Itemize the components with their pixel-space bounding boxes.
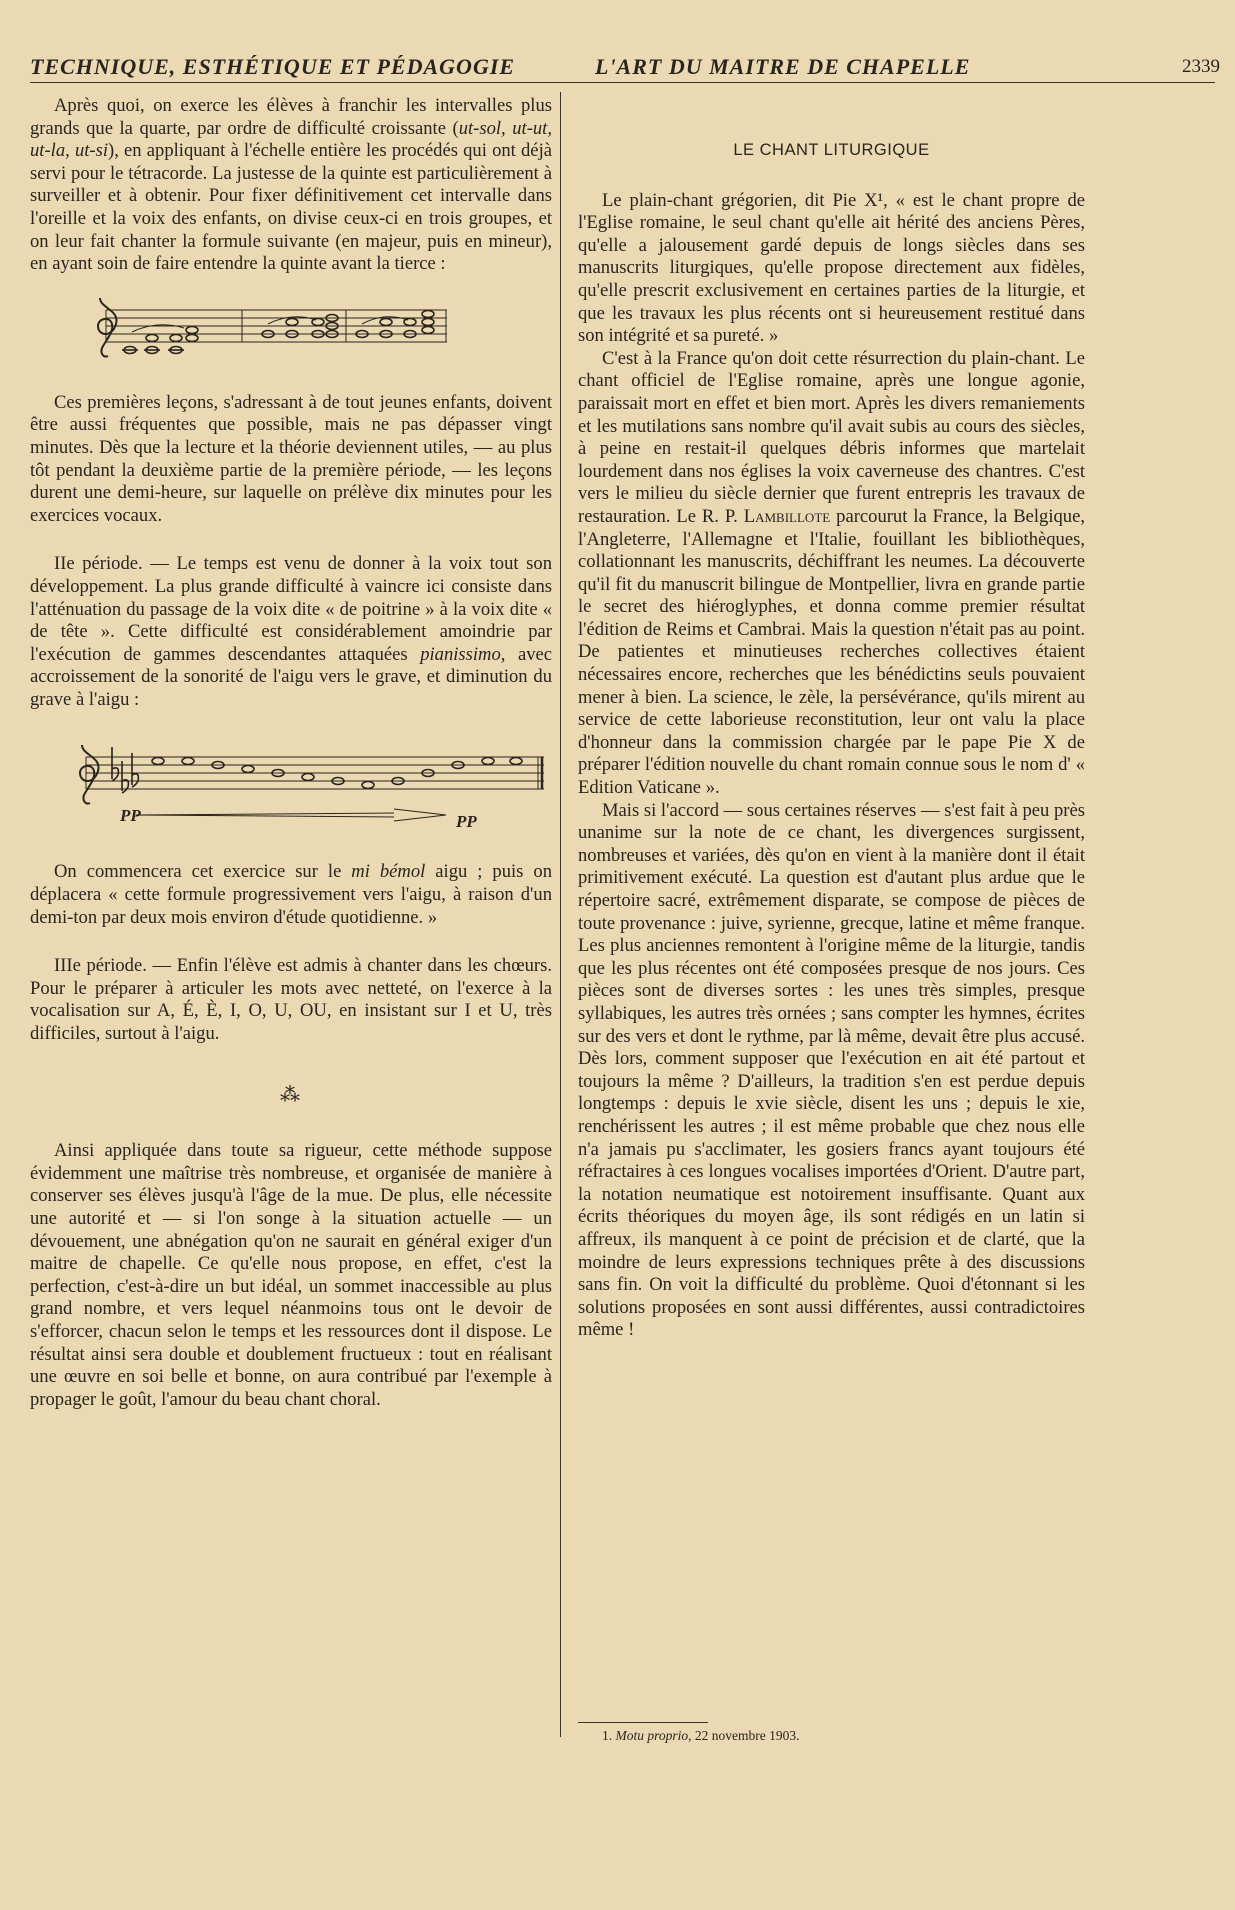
- right-column: [578, 95, 1085, 1342]
- section-title: LE CHANT LITURGIQUE: [733, 141, 930, 159]
- paragraph-first-lessons: Ces premières leçons, s'adressant à de tout jeunes enfants, doivent être aussi fréquentes que possible, mais ne pas dépasser vingt minutes. Dès que la lecture et la théorie deviennent utiles, — au plus tôt pendant la deuxième partie de la première période, — les leçons durent une demi-heure, sur laquelle on prélève dix minutes pour les exercices vocaux.: [30, 391, 552, 526]
- page-number: 2339: [1182, 56, 1220, 77]
- column-divider: [560, 92, 561, 1737]
- footnote-date: , 22 novembre 1903.: [688, 1728, 800, 1743]
- text: Après quoi, on exerce les élèves à franchir les intervalles plus grands que la quarte, par ordre de difficulté croissante (: [30, 95, 552, 139]
- note-mi-bemol: mi bémol: [351, 861, 426, 883]
- header-right-title: L'ART DU MAITRE DE CHAPELLE: [595, 54, 971, 79]
- text: ), en appliquant à l'échelle entière les procédés qui ont déjà servi pour le tétracorde. La justesse de la quinte est particulièrement à surveiller et à obtenir. Pour fixer définitivement cet intervalle dans l'oreille et la voix des enfants, on divise ceux-ci en trois groupes, et on leur fait chanter la formule suivante (en majeur, puis en mineur), en ayant soin de faire entendre la quinte avant la tierce :: [30, 140, 552, 275]
- header-rule: [30, 82, 1215, 83]
- footnote: [602, 1728, 800, 1744]
- music-staff-descending-scale: [76, 739, 546, 835]
- paragraph-gregorian-chant: Le plain-chant grégorien, dit Pie X¹, « est le chant propre de l'Eglise romaine, le seul chant qu'elle ait hérité des anciens Pères, qu'elle a jalousement gardé depuis de longs siècles dans ses manuscrits liturgiques, qu'elle propose directement aux fidèles, qu'elle prescrit exclusivement en certaines parties de la liturgie, et que les travaux les plus récents ont si heureusement restitué dans son intégrité et sa pureté. »: [578, 189, 1085, 347]
- paragraph-conclusion: Ainsi appliquée dans toute sa rigueur, cette méthode suppose évidemment une maîtrise très nombreuse, et organisée de manière à conserver ses élèves jusqu'à l'âge de la mue. De plus, elle nécessite une autorité et — si l'on songe à la situation actuelle — un dévouement, une abnégation qu'on ne saurait en général exiger d'un maitre de chapelle. Ce qu'elle nous propose, en effet, c'est la perfection, c'est-à-dire un but idéal, un sommet inaccessible au plus grand nombre, et vers lequel néanmoins tous ont le devoir de s'efforcer, chacun selon le temps et les ressources dont il dispose. Le résultat ainsi sera double et doublement fructueux : tout en réalisant une œuvre en soi belle et bonne, on aura contribué par l'exemple à propager le goût, l'amour du beau chant choral.: [30, 1140, 552, 1410]
- dynamic-pp-start: PP: [120, 806, 141, 826]
- term-pianissimo: pianissimo: [420, 643, 501, 665]
- dynamic-pp-end: PP: [456, 812, 477, 832]
- text: — Enfin l'élève est admis à chanter dans les chœurs. Pour le préparer à articuler les mots avec netteté, on l'exerce à la vocalisation sur A, É, È, I, O, U, OU, en insistant sur I et U, très difficiles, surtout à l'aigu.: [30, 955, 552, 1045]
- paragraph-third-period: [30, 955, 552, 1045]
- paragraph-intervals: [30, 95, 552, 276]
- text: aigu ; puis on déplacera « cette formule progressivement vers l'aigu, à raison d'un demi-ton par deux mois environ d'étude quotidienne. »: [30, 861, 552, 928]
- paragraph-exercise-start: [30, 861, 552, 929]
- period-label: IIe période.: [54, 553, 143, 575]
- text: , avec accroissement de la sonorité de l'aigu vers le grave, et diminution du grave à l'aigu :: [30, 643, 553, 710]
- paragraph-resurrection: [578, 348, 1085, 800]
- left-column: [30, 95, 552, 1411]
- section-break-asterism: ⁂: [280, 1083, 302, 1106]
- footnote-rule: [578, 1722, 708, 1723]
- period-label: IIIe période.: [54, 955, 147, 977]
- music-staff-fifth-exercise: [92, 296, 452, 364]
- text: parcourut la France, la Belgique, l'Angleterre, l'Allemagne et l'Italie, fouillant les bibliothèques, collationnant les manuscrits, déchiffrant les neumes. La découverte qu'il fit du manuscrit bilingue de Montpellier, livra en grande partie le secret des hiéroglyphes, et donna comme premier résultat l'édition de Reims et Cambrai. Mais la question n'était pas au point. De patientes et minutieuses recherches collectives étaient nécessaires encore, recherches que les bénédictins seuls pouvaient mener à bien. La science, le zèle, la persévérance, qu'ils mirent au service de cette laborieuse reconstitution, leur ont valu la place d'honneur dans la commission chargée par le pape Pie X de préparer l'édition nouvelle du chant romain connue sous le nom d' « Edition Vaticane ».: [578, 505, 1085, 799]
- solfege-intervals: ut-sol, ut-ut, ut-la, ut-si: [30, 117, 552, 162]
- name-lambillote: Lambillote: [743, 505, 831, 527]
- text: On commencera cet exercice sur le: [54, 861, 352, 883]
- text: — Le temps est venu de donner à la voix tout son développement. La plus grande difficulté à vaincre ici consiste dans l'atténuation du passage de la voix dite « de poitrine » à la voix dite « de tête ». Cette difficulté est considérablement amoindrie par l'exécution de gammes descendantes attaquées: [30, 553, 553, 665]
- footnote-number: 1.: [602, 1728, 616, 1743]
- running-header: [30, 50, 1220, 86]
- header-left-title: TECHNIQUE, ESTHÉTIQUE ET PÉDAGOGIE: [30, 54, 516, 79]
- paragraph-divergences: Mais si l'accord — sous certaines réserves — s'est fait à peu près unanime sur la note de ce chant, les divergences surgissent, nombreuses et variées, dès qu'on en vient à la manière dont il était primitivement exécuté. La question est d'autant plus ardue que le répertoire sacré, extrêmement disparate, se compose de pièces de toute provenance : juive, syrienne, grecque, latine et même franque. Les plus anciennes remontent à l'origine même de la liturgie, tandis que les plus récentes ont été composées presque de nos jours. Ces pièces sont de diverses sortes : les unes très simples, presque syllabiques, les autres très ornées ; sans compter les hymnes, écrites sur des vers et dont le rythme, par là même, devait être plus accusé. Dès lors, comment supposer que l'exécution en ait été partout et toujours la même ? D'ailleurs, la tradition s'en est perdue depuis longtemps : depuis le xvie siècle, disent les uns ; depuis le xie, renchérissent les autres ; il est même probable que chez nous elle n'a jamais pu s'acclimater, les gosiers francs ayant toujours été réfractaires à ces longues vocalises importées d'Orient. D'autre part, la notation neumatique est notoirement insuffisante. Quant aux écrits théoriques du moyen âge, ils sont rédigés en un latin si affreux, ils manquent à ce point de précision et de clarté, que la moindre de leurs expressions techniques prête à des discussions sans fin. On voit la difficulté du problème. Quoi d'étonnant si les solutions proposées en sont aussi différentes, aussi contradictoires même !: [578, 799, 1085, 1341]
- footnote-source: Motu proprio: [615, 1728, 689, 1743]
- text: C'est à la France qu'on doit cette résurrection du plain-chant. Le chant officiel de l'Eglise romaine, après une longue agonie, paraissait mort en effet et bien mort. Après les divers remaniements et les mutilations sans nombre qu'il avait subis au cours des siècles, à peine en restait-il quelques débris informes que martelait lourdement dans nos églises la voix caverneuse des chantres. C'est vers le milieu du siècle dernier que furent entrepris les travaux de restauration. Le R. P.: [578, 347, 1085, 527]
- paragraph-second-period: [30, 553, 552, 711]
